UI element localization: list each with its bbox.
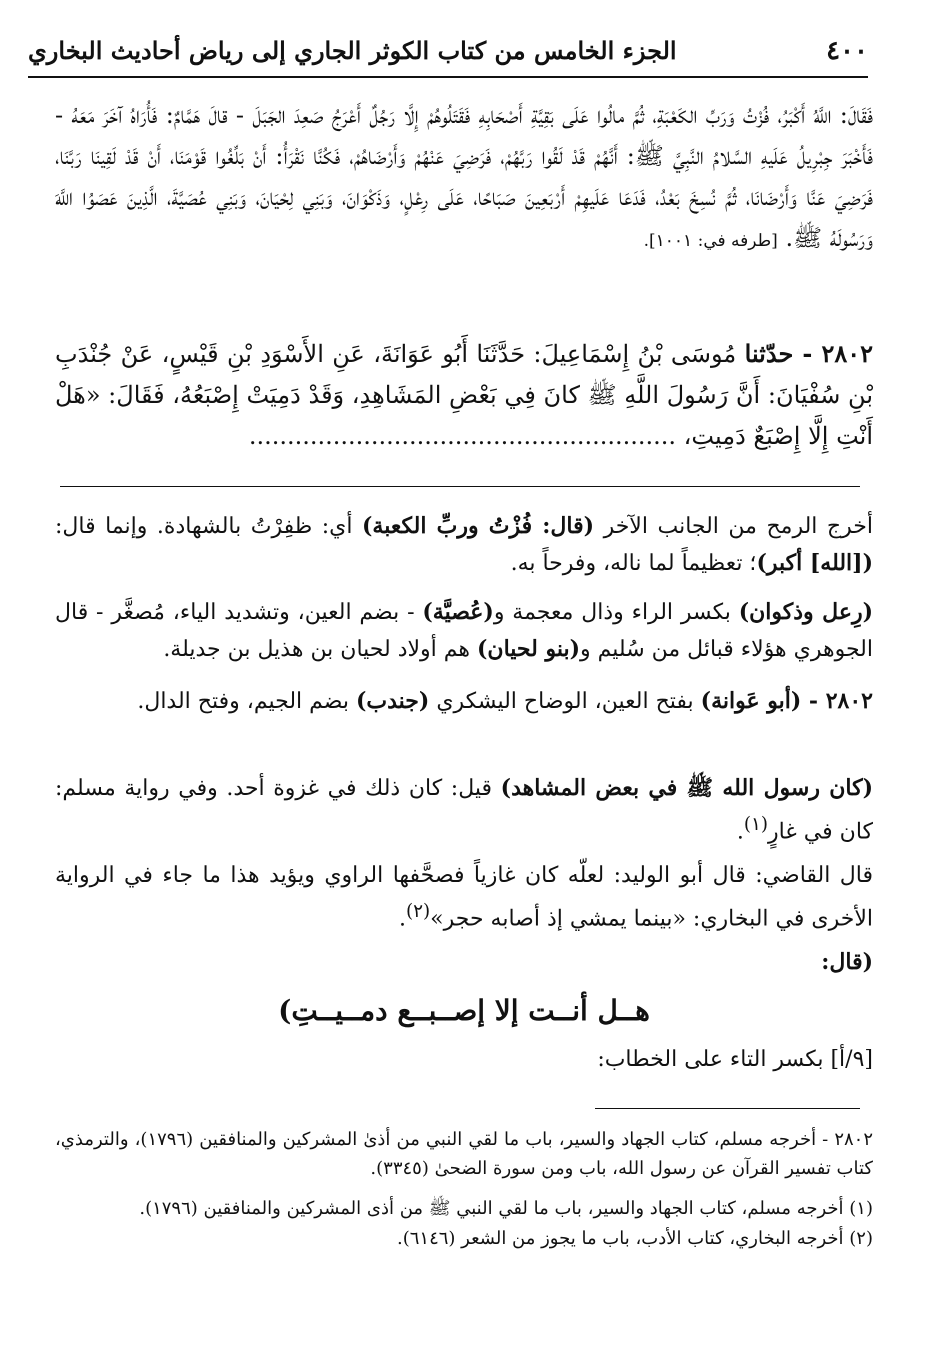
commentary-paragraph [55,770,873,850]
commentary-text: أخرج الرمح من الجانب الآخر [603,514,873,539]
header-rule [28,76,868,78]
footnote-rule [595,1108,860,1109]
hadith-body: فَقَالَ: اللَّهُ أَكْبَرُ، فُزْتُ وَرَبِّ الكَعْبَةِ، ثُمَّ مالُوا عَلَى بَقِيَّةِ أَصْحَابِهِ فَقَتَلُوهُمْ إِلَّا رَجُلٌ أَعْرَجُ صَعِدَ الجَبَلَ - قالَ هَمَّامٌ: فَأُرَاهُ آخَرَ مَعَهُ - فَأَخْبَرَ جِبْرِيلُ عَلَيهِ السَّلامُ النَّبِيَّ ﷺ: أَنَّهُمْ قَدْ لَقُوا رَبَّهُمْ، فَرَضِيَ عَنْهُمْ وَأَرْضَاهُمْ، فَكُنَّا نَقْرَأُ: أَنْ بَلِّغُوا قَوْمَنَا، أَنْ قَدْ لَقِينَا رَبَّنَا، فَرَضِيَ عَنَّا وَأَرْضَانَا، ثُمَّ نُسِخَ بَعْدُ، فَدَعَا عَلَيهِمْ أَرْبَعِينَ صَبَاحًا، عَلَى رِعْلٍ، وَذَكْوَانَ، وَبَنِي لِحْيَانَ، وَبَنِي عُصَيَّةَ، الَّذِينَ عَصَوُا اللَّهَ وَرَسُولَهُ ﷺ. [55,101,873,252]
hadith-number: ٢٨٠٢ - حدّثنا [744,339,874,368]
commentary-text: - بضم العين، وتشديد الياء، مُصغَّر - قال الجوهري هؤلاء قبائل من سُليم و [55,600,873,662]
commentary-text: . [736,819,744,845]
commentary-paragraph [55,508,873,582]
commentary-text: بضم الجيم، وفتح الدال. [137,689,349,714]
hadith-2802 [55,333,873,457]
commentary-text: . [398,906,406,932]
footnote-marker: (١) [743,814,768,835]
commentary-paragraph: [٩/أ] بكسر التاء على الخطاب: [597,1047,873,1072]
commentary-text: هم أولاد لحيان بن هذيل بن جديلة. [163,637,471,662]
commentary-text: قيل: كان ذلك في غزوة أحد. وفي رواية مسلم: كان في غارٍ [55,776,873,845]
commentary-text: بكسر الراء وذال معجمة و [493,600,731,625]
text-commentary-divider [60,486,860,487]
commentary-lemma: (جندب) [356,688,430,714]
verse-line: هــل أنــت إلا إصــبــع دمــيــتِ) [278,994,650,1027]
footnote-1: (١) أخرجه مسلم، كتاب الجهاد والسير، باب ما لقي النبي ﷺ من أذى المشركين والمنافقين (١٧٩٦). [139,1198,873,1219]
commentary-lemma: ([الله] أكبر) [756,550,873,576]
commentary-lemma: ٢٨٠٢ - (أبو عَوانة) [700,688,873,714]
footnote-2802: ٢٨٠٢ - أخرجه مسلم، كتاب الجهاد والسير، باب ما لقي النبي من أذىٰ المشركين والمنافقين (١٧٩٦)، والترمذي، كتاب تفسير القرآن عن رسول الله، باب ومن سورة الضحىٰ (٣٣٤٥). [55,1129,873,1179]
commentary-text: أي: ظفِرْتُ بالشهادة. وإنما قال: [55,514,353,539]
commentary-text: ؛ تعظيماً لما ناله، وفرحاً به. [510,551,757,576]
hadith-body: مُوسَى بْنُ إِسْمَاعِيلَ: حَدَّثَنَا أَبُو عَوَانَةَ، عَنِ الأَسْوَدِ بْنِ قَيْسٍ، عَنْ جُنْدَبِ بْنِ سُفْيَانَ: أَنَّ رَسُولَ اللَّهِ ﷺ كانَ فِي بَعْضِ المَشَاهِدِ، وَقَدْ دَمِيَتْ إِصْبَعُهُ، فَقَالَ: «هَلْ أَنْتِ إِلَّا إِصْبَعٌ دَمِيتِ، [55,340,873,450]
commentary-text: بفتح العين، الوضاح اليشكري [436,689,694,714]
hadith-cross-reference: [طرفه في: ١٠٠١]. [643,231,778,251]
commentary-lemma-intro: (قال: [821,949,873,975]
commentary-lemma: (كان رسول الله ﷺ في بعض المشاهد) [500,775,874,801]
ellipsis-dots: ........................................................ [248,422,677,450]
commentary-paragraph [55,858,873,937]
footnote-2: (٢) أخرجه البخاري، كتاب الأدب، باب ما يجوز من الشعر (٦١٤٦). [397,1228,873,1249]
running-title: الجزء الخامس من كتاب الكوثر الجاري إلى رياض أحاديث البخاري [28,36,677,65]
commentary-lemma: (عُصيَّة) [422,599,494,625]
commentary-lemma: (قال: فُزْتُ وربِّ الكعبة) [362,513,595,539]
hadith-text-continued [55,95,873,262]
commentary-lemma: (رِعل وذكوان) [738,599,873,625]
commentary-paragraph [55,683,873,720]
commentary-text: قال القاضي: قال أبو الوليد: لعلّه كان غازياً فصحَّفها الراوي ويؤيد هذا ما جاء في الرواية الأخرى في البخاري: «بينما يمشي إذ أصابه حجر» [55,863,873,932]
commentary-paragraph [55,594,873,668]
page-header [28,30,868,74]
page-number: ٤٠٠ [826,36,868,66]
commentary-lemma: (بنو لحيان) [477,636,581,662]
footnote-marker: (٢) [405,901,431,922]
